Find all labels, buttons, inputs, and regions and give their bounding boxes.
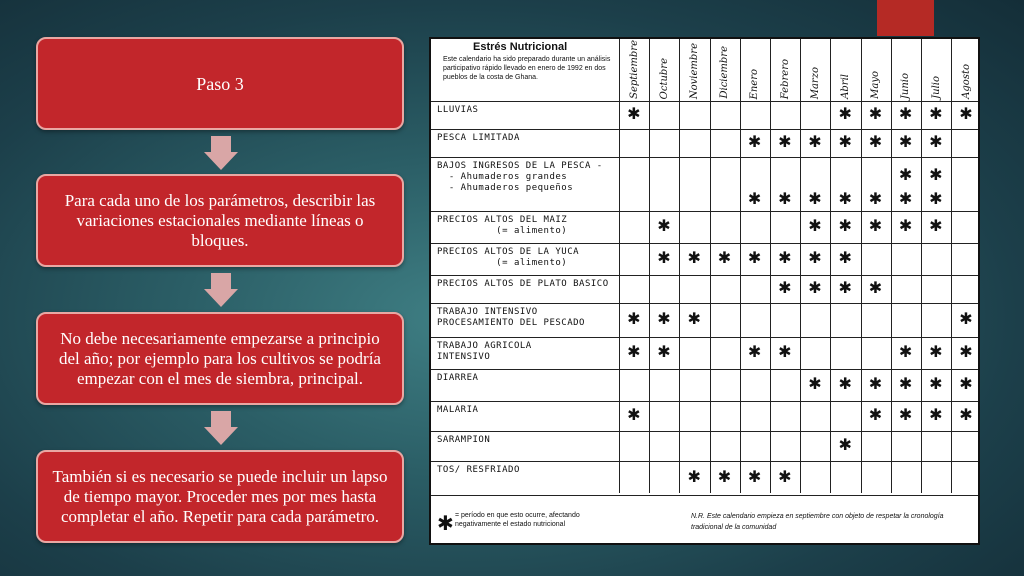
row-label: TRABAJO AGRICOLA INTENSIVO	[437, 341, 532, 362]
grid-column-line	[891, 39, 892, 493]
grid-column-line	[710, 39, 711, 493]
asterisk-icon: ✱	[929, 342, 943, 361]
month-label	[778, 43, 792, 99]
asterisk-icon: ✱	[929, 104, 943, 123]
grid-column-line	[740, 39, 741, 493]
down-arrow-icon	[204, 411, 238, 447]
row-label: PRECIOS ALTOS DE PLATO BASICO	[437, 279, 609, 289]
step-description-2: No debe necesariamente empezarse a principio del año; por ejemplo para los cultivos se podría empezar con el mes de siembra, principal.	[36, 312, 404, 405]
step-description-1: Para cada uno de los parámetros, describir las variaciones estacionales mediante líneas o bloques.	[36, 174, 404, 267]
row-label: SARAMPION	[437, 435, 491, 445]
asterisk-icon: ✱	[627, 342, 641, 361]
asterisk-icon: ✱	[808, 132, 822, 151]
month-label-text: Septiembre	[628, 40, 640, 99]
down-arrow-icon	[204, 136, 238, 172]
down-arrow-icon	[204, 273, 238, 309]
month-label-text: Junio	[900, 72, 912, 99]
step-description-3: También si es necesario se puede incluir un lapso de tiempo mayor. Proceder mes por mes hasta completar el año. Repetir para cada parámetro.	[36, 450, 404, 543]
step-title: Paso 3	[36, 37, 404, 130]
month-label	[627, 40, 641, 99]
grid-row-line	[431, 275, 978, 276]
asterisk-icon: ✱	[898, 165, 913, 184]
month-label	[929, 43, 943, 99]
grid-row-line	[431, 129, 978, 130]
asterisk-icon: ✱	[898, 405, 913, 424]
asterisk-icon: ✱	[929, 165, 943, 184]
asterisk-icon: ✱	[808, 374, 822, 393]
month-label	[839, 43, 853, 99]
month-label	[808, 43, 822, 99]
asterisk-icon: ✱	[808, 189, 822, 208]
row-label: TOS/ RESFRIADO	[437, 465, 520, 475]
asterisk-icon: ✱	[929, 132, 943, 151]
asterisk-icon: ✱	[627, 104, 641, 123]
row-label: DIARREA	[437, 373, 479, 383]
asterisk-icon: ✱	[959, 405, 973, 424]
calendar-description: Este calendario ha sido preparado durante un análisis participativo rápido llevado en enero de 1992 en dos pueblos de la costa de Ghana.	[443, 56, 611, 81]
grid-row-line	[431, 431, 978, 432]
asterisk-icon: ✱	[838, 132, 852, 151]
asterisk-icon: ✱	[627, 405, 641, 424]
asterisk-icon: ✱	[747, 132, 762, 151]
row-label: TRABAJO INTENSIVO PROCESAMIENTO DEL PESCADO	[437, 307, 585, 328]
seasonal-calendar	[429, 37, 980, 545]
asterisk-icon: ✱	[898, 342, 913, 361]
grid-row-line	[431, 211, 978, 212]
month-label	[869, 43, 883, 99]
asterisk-icon: ✱	[959, 374, 973, 393]
asterisk-icon: ✱	[868, 132, 883, 151]
grid-row-line	[431, 303, 978, 304]
grid-row-line	[431, 157, 978, 158]
asterisk-icon: ✱	[717, 248, 732, 267]
grid-row-line	[431, 401, 978, 402]
grid-column-line	[770, 39, 771, 493]
month-label	[899, 43, 913, 99]
asterisk-icon: ✱	[868, 405, 883, 424]
asterisk-icon: ✱	[898, 189, 913, 208]
asterisk-icon: ✱	[868, 216, 883, 235]
grid-row-line	[431, 101, 978, 102]
asterisk-icon: ✱	[868, 374, 883, 393]
row-label: PRECIOS ALTOS DE LA YUCA (= alimento)	[437, 247, 580, 268]
grid-column-line	[921, 39, 922, 493]
asterisk-icon: ✱	[717, 467, 732, 486]
grid-column-line	[800, 39, 801, 493]
row-label: PRECIOS ALTOS DEL MAIZ (= alimento)	[437, 215, 568, 236]
grid-column-line	[649, 39, 650, 493]
month-label	[688, 43, 702, 99]
month-label-text: Diciembre	[719, 46, 731, 99]
calendar-footer	[431, 507, 978, 543]
asterisk-icon: ✱	[868, 278, 883, 297]
asterisk-icon: ✱	[808, 248, 822, 267]
asterisk-icon: ✱	[929, 374, 943, 393]
asterisk-icon: ✱	[868, 104, 883, 123]
asterisk-icon: ✱	[687, 467, 701, 486]
asterisk-icon: ✱	[778, 132, 792, 151]
grid-column-line	[619, 39, 620, 493]
asterisk-icon: ✱	[898, 216, 913, 235]
asterisk-icon: ✱	[898, 104, 913, 123]
asterisk-icon: ✱	[627, 309, 641, 328]
row-label: PESCA LIMITADA	[437, 133, 520, 143]
calendar-header	[431, 39, 978, 101]
month-label-text: Noviembre	[689, 42, 700, 99]
asterisk-icon: ✱	[929, 189, 943, 208]
asterisk-icon: ✱	[687, 248, 701, 267]
grid-row-line	[431, 369, 978, 370]
row-label: LLUVIAS	[437, 105, 479, 115]
accent-tab	[877, 0, 934, 36]
month-label-text: Octubre	[658, 57, 670, 99]
asterisk-icon: ✱	[838, 248, 852, 267]
asterisk-icon: ✱	[929, 216, 943, 235]
asterisk-icon: ✱	[838, 104, 852, 123]
grid-row-line	[431, 337, 978, 338]
asterisk-icon: ✱	[687, 309, 701, 328]
legend-text: = período en que esto ocurre, afectando negativamente el estado nutricional	[455, 512, 580, 528]
asterisk-icon: ✱	[778, 189, 792, 208]
asterisk-icon: ✱	[437, 511, 454, 535]
asterisk-icon: ✱	[868, 189, 883, 208]
grid-row-line	[431, 243, 978, 244]
grid-column-line	[951, 39, 952, 493]
asterisk-icon: ✱	[747, 248, 762, 267]
grid-row-line	[431, 495, 978, 496]
asterisk-icon: ✱	[808, 278, 822, 297]
asterisk-icon: ✱	[929, 405, 943, 424]
grid-column-line	[830, 39, 831, 493]
asterisk-icon: ✱	[747, 189, 762, 208]
asterisk-icon: ✱	[959, 104, 973, 123]
month-label-text: Enero	[749, 68, 761, 99]
month-label-text: Abril	[840, 74, 851, 99]
asterisk-icon: ✱	[898, 374, 913, 393]
asterisk-icon: ✱	[778, 248, 792, 267]
asterisk-icon: ✱	[747, 342, 762, 361]
row-label: BAJOS INGRESOS DE LA PESCA - - Ahumaderos grandes - Ahumaderos pequeños	[437, 161, 603, 193]
asterisk-icon: ✱	[657, 248, 671, 267]
month-label	[718, 43, 732, 99]
month-label	[959, 43, 973, 99]
month-label-text: Mayo	[870, 71, 882, 99]
grid-column-line	[861, 39, 862, 493]
month-label-text: Febrero	[779, 58, 791, 99]
asterisk-icon: ✱	[959, 309, 973, 328]
asterisk-icon: ✱	[838, 374, 852, 393]
asterisk-icon: ✱	[778, 342, 792, 361]
asterisk-icon: ✱	[898, 132, 913, 151]
calendar-note: N.R. Este calendario empieza en septiembre con objeto de respetar la cronología tradicional de la comunidad	[691, 513, 944, 531]
month-label-text: Agosto	[960, 64, 972, 99]
calendar-title: Estrés Nutricional	[473, 41, 568, 53]
asterisk-icon: ✱	[838, 278, 852, 297]
grid-column-line	[679, 39, 680, 493]
asterisk-icon: ✱	[838, 435, 852, 454]
asterisk-icon: ✱	[657, 216, 671, 235]
month-label	[657, 43, 671, 99]
asterisk-icon: ✱	[747, 467, 762, 486]
asterisk-icon: ✱	[808, 216, 822, 235]
month-label-text: Marzo	[809, 66, 821, 99]
grid-row-line	[431, 461, 978, 462]
asterisk-icon: ✱	[838, 189, 852, 208]
asterisk-icon: ✱	[778, 467, 792, 486]
asterisk-icon: ✱	[778, 278, 792, 297]
month-label-text: Julio	[930, 76, 942, 99]
row-label: MALARIA	[437, 405, 479, 415]
month-label	[748, 43, 762, 99]
asterisk-icon: ✱	[838, 216, 852, 235]
asterisk-icon: ✱	[657, 342, 671, 361]
asterisk-icon: ✱	[959, 342, 973, 361]
asterisk-icon: ✱	[657, 309, 671, 328]
